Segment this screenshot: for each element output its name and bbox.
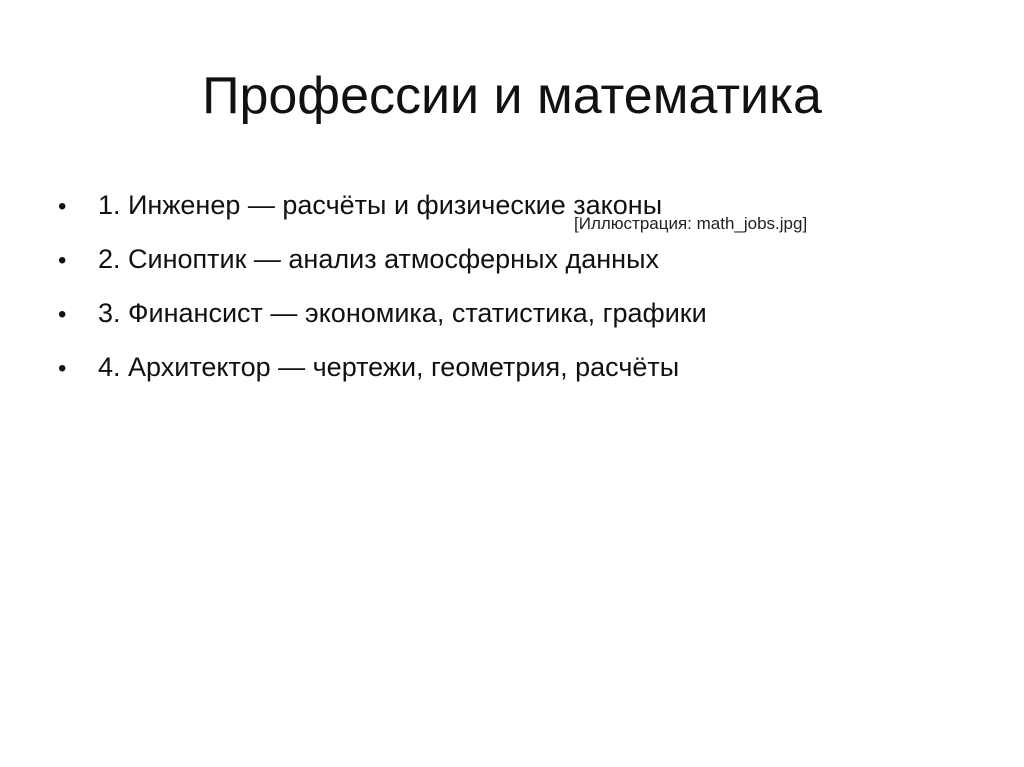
image-placeholder-caption: [Иллюстрация: math_jobs.jpg] (574, 214, 808, 233)
list-item (58, 236, 707, 290)
bullet-icon: • (58, 301, 67, 328)
list-item-text: 1. Инженер — расчёты и физические законы (98, 190, 663, 220)
list-item-text: 2. Синоптик — анализ атмосферных данных (98, 244, 660, 274)
bullet-icon: • (58, 247, 67, 274)
list-item (58, 344, 707, 398)
list-item-text: 3. Финансист — экономика, статистика, графики (98, 298, 707, 328)
bullet-icon: • (58, 193, 67, 220)
list-item-text: 4. Архитектор — чертежи, геометрия, расчёты (98, 352, 680, 382)
slide-title: Профессии и математика (202, 67, 822, 125)
bullet-icon: • (58, 355, 67, 382)
list-item (58, 290, 707, 344)
